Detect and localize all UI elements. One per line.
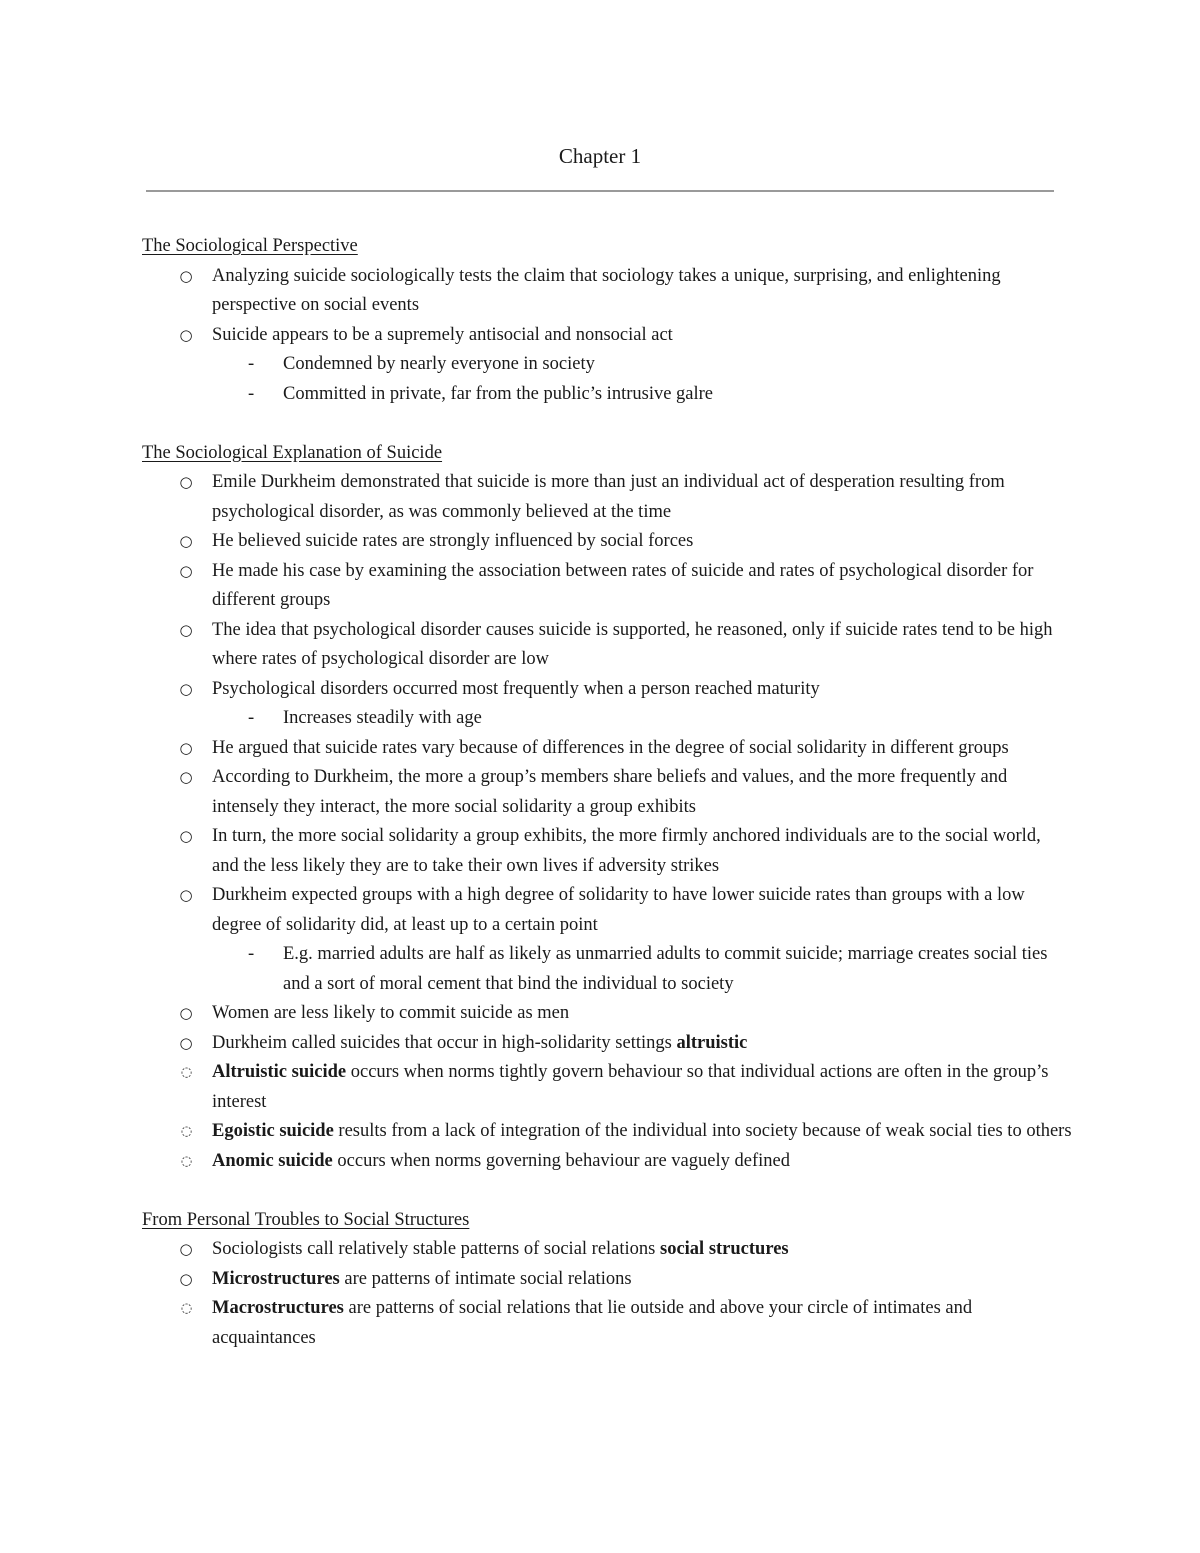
list-item	[142, 1029, 1072, 1059]
dotted-circle-bullet-icon: ◌	[180, 1065, 192, 1080]
circle-bullet-icon: ○	[179, 1004, 193, 1022]
list-item	[142, 262, 1072, 321]
list-item-text: Analyzing suicide sociologically tests the claim that sociology takes a unique, surprising, and enlightening perspective on social events	[212, 265, 1001, 315]
sub-list-item	[142, 940, 1072, 999]
document-body	[142, 232, 1072, 1353]
list-item-text-plain: are patterns of intimate social relations	[339, 1268, 632, 1289]
bold-term: Microstructures	[212, 1268, 340, 1289]
dotted-circle-bullet-icon: ◌	[180, 1301, 192, 1316]
dash-bullet-icon: -	[248, 354, 255, 374]
circle-bullet-icon: ○	[179, 473, 193, 491]
dotted-circle-bullet-icon: ◌	[180, 1153, 192, 1169]
list-item	[142, 881, 1072, 940]
list-item	[142, 1235, 1072, 1265]
list-item-text-plain: occurs when norms tightly govern behaviour so that individual actions are often in the group’s interest	[212, 1062, 1049, 1112]
dash-bullet-icon: -	[248, 944, 255, 964]
circle-bullet-icon: ○	[179, 738, 193, 757]
list-item-text-plain: Durkheim called suicides that occur in high-solidarity settings	[212, 1032, 677, 1053]
list-item	[142, 616, 1072, 675]
bold-term: social structures	[660, 1239, 789, 1259]
list-item-text	[212, 1121, 1072, 1141]
section-heading: From Personal Troubles to Social Structures	[142, 1209, 470, 1230]
list-item-text	[212, 1062, 1048, 1112]
section-heading: The Sociological Explanation of Suicide	[142, 442, 443, 463]
circle-bullet-icon: ○	[179, 768, 193, 786]
sub-list-item	[142, 380, 1072, 410]
list-item	[142, 734, 1072, 764]
sub-list-item-text: E.g. married adults are half as likely as unmarried adults to commit suicide; marriage creates social ties and a sort of moral cement that bind the individual to society	[283, 944, 1048, 994]
list-item-text-plain: results from a lack of integration of the individual into society because of weak social ties to others	[333, 1121, 1072, 1141]
sub-list-item	[142, 704, 1072, 734]
list-item-text-plain: are patterns of social relations that lie outside and above your circle of intimates and acquaintances	[212, 1298, 973, 1348]
dash-bullet-icon: -	[248, 383, 255, 404]
list-item	[142, 527, 1072, 557]
list-item-text: In turn, the more social solidarity a group exhibits, the more firmly anchored individuals are to the social world, and the less likely they are to take their own lives if adversity strikes	[212, 826, 1041, 876]
bold-term: Egoistic suicide	[212, 1121, 334, 1141]
list-item-text: He argued that suicide rates vary because of differences in the degree of social solidarity in different groups	[212, 737, 1009, 758]
list-item-text	[212, 1269, 632, 1289]
list-item-text	[212, 1033, 747, 1053]
circle-bullet-icon: ○	[179, 1240, 193, 1258]
list-item	[142, 1058, 1072, 1117]
circle-bullet-icon: ○	[179, 1269, 193, 1288]
sub-list-item-text: Condemned by nearly everyone in society	[283, 354, 595, 374]
list-item	[142, 763, 1072, 822]
list-item	[142, 1147, 1072, 1177]
list-item-text-plain: occurs when norms governing behaviour are vaguely defined	[332, 1150, 790, 1171]
sub-list-item-text: Committed in private, far from the public’s intrusive galre	[283, 383, 714, 404]
list-item	[142, 321, 1072, 351]
list-item-text: Emile Durkheim demonstrated that suicide is more than just an individual act of desperation resulting from psychological disorder, as was commonly believed at the time	[212, 472, 1005, 522]
list-item-text: Suicide appears to be a supremely antisocial and nonsocial act	[212, 324, 673, 345]
bold-term: altruistic	[676, 1032, 748, 1053]
list-item-text-plain: Sociologists call relatively stable patterns of social relations	[212, 1239, 660, 1259]
bold-term: Altruistic suicide	[212, 1062, 347, 1082]
list-item-text: According to Durkheim, the more a group’s members share beliefs and values, and the more frequently and intensely they interact, the more social solidarity a group exhibits	[212, 767, 1008, 817]
list-item-text: Women are less likely to commit suicide as men	[212, 1003, 570, 1023]
list-item	[142, 468, 1072, 527]
list-item	[142, 1265, 1072, 1295]
bold-term: Macrostructures	[212, 1298, 344, 1318]
sub-list-item	[142, 350, 1072, 380]
list-item-text: Durkheim expected groups with a high degree of solidarity to have lower suicide rates than groups with a low degree of solidarity did, at least up to a certain point	[212, 885, 1025, 935]
circle-bullet-icon: ○	[179, 325, 193, 344]
list-item	[142, 999, 1072, 1029]
list-item	[142, 822, 1072, 881]
circle-bullet-icon: ○	[179, 620, 193, 639]
list-item-text	[212, 1239, 789, 1259]
circle-bullet-icon: ○	[179, 886, 193, 904]
sub-list-item-text: Increases steadily with age	[283, 708, 482, 728]
circle-bullet-icon: ○	[179, 1033, 193, 1052]
circle-bullet-icon: ○	[179, 266, 193, 285]
title-divider	[146, 190, 1054, 192]
dotted-circle-bullet-icon: ◌	[180, 1124, 192, 1139]
circle-bullet-icon: ○	[179, 827, 193, 845]
list-item	[142, 675, 1072, 705]
list-item-text: Psychological disorders occurred most frequently when a person reached maturity	[212, 678, 820, 699]
list-item	[142, 1294, 1072, 1353]
list-item-text	[212, 1151, 790, 1171]
list-item-text: He made his case by examining the association between rates of suicide and rates of psychological disorder for different groups	[212, 560, 1034, 610]
page-title: Chapter 1	[558, 144, 642, 168]
list-item-text	[212, 1298, 972, 1348]
list-item-text: The idea that psychological disorder causes suicide is supported, he reasoned, only if suicide rates tend to be high where rates of psychological disorder are low	[212, 619, 1053, 669]
dash-bullet-icon: -	[248, 708, 255, 728]
list-item	[142, 557, 1072, 616]
bold-term: Anomic suicide	[212, 1150, 333, 1171]
circle-bullet-icon: ○	[179, 561, 193, 580]
circle-bullet-icon: ○	[179, 532, 193, 550]
list-item	[142, 1117, 1072, 1147]
circle-bullet-icon: ○	[179, 679, 193, 698]
list-item-text: He believed suicide rates are strongly influenced by social forces	[212, 531, 694, 551]
section-heading: The Sociological Perspective	[142, 236, 358, 256]
